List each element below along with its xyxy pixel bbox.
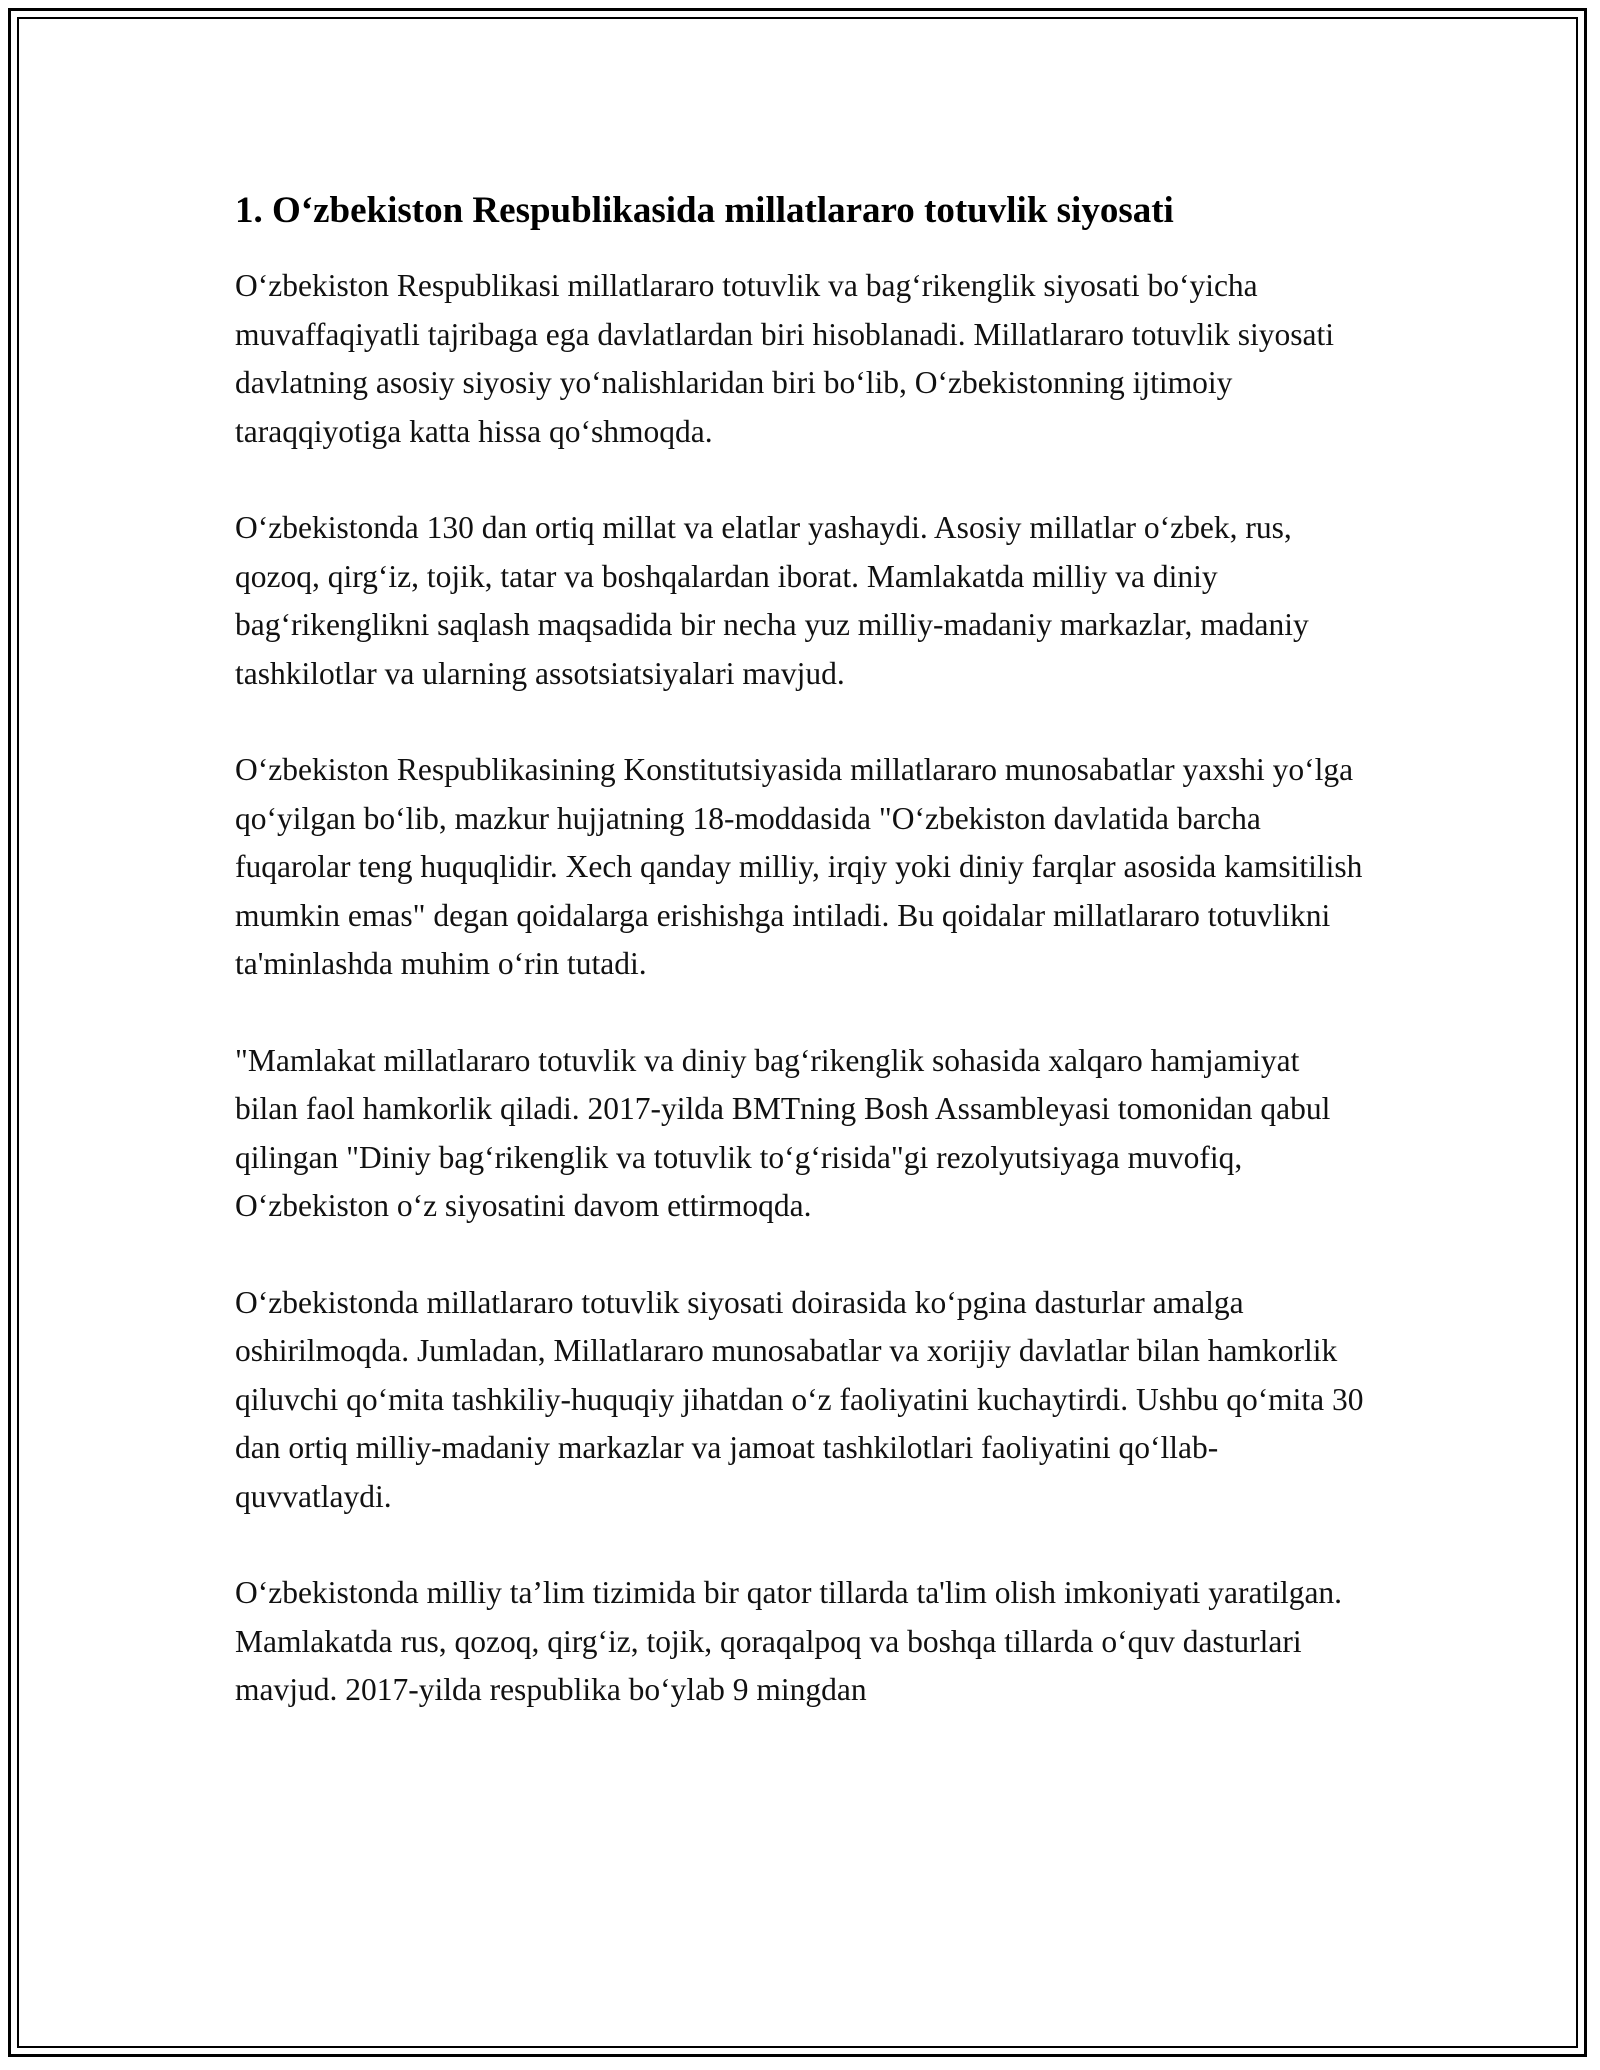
paragraph-5: O‘zbekistonda millatlararo totuvlik siyosati doirasida ko‘pgina dasturlar amalga oshirilmoqda. Jumladan, Millatlararo munosabatlar va xorijiy davlatlar bilan hamkorlik qiluvchi qo‘mita tashkiliy-huquqiy jihatdan o‘z faoliyatini kuchaytirdi. Ushbu qo‘mita 30 dan ortiq milliy-madaniy markazlar va jamoat tashkilotlari faoliyatini qo‘llab-quvvatlaydi.: [235, 1284, 1364, 1514]
section-heading: 1. O‘zbekiston Respublikasida millatlararo totuvlik siyosati: [235, 190, 1174, 231]
paragraph-2: O‘zbekistonda 130 dan ortiq millat va elatlar yashaydi. Asosiy millatlar o‘zbek, rus, qozoq, qirg‘iz, tojik, tatar va boshqalardan iborat. Mamlakatda milliy va diniy bag‘rikenglikni saqlash maqsadida bir necha yuz milliy-madaniy markazlar, madaniy tashkilotlar va ularning assotsiatsiyalari mavjud.: [235, 510, 1309, 691]
document-body: [235, 186, 1370, 1715]
paragraph-6: O‘zbekistonda milliy ta’lim tizimida bir qator tillarda ta'lim olish imkoniyati yaratilgan. Mamlakatda rus, qozoq, qirg‘iz, tojik, qoraqalpoq va boshqa tillarda o‘quv dasturlari mavjud. 2017-yilda respublika bo‘ylab 9 mingdan: [235, 1575, 1343, 1707]
paragraph-3: O‘zbekiston Respublikasining Konstitutsiyasida millatlararo munosabatlar yaxshi yo‘lga qo‘yilgan bo‘lib, mazkur hujjatning 18-moddasida "O‘zbekiston davlatida barcha fuqarolar teng huquqlidir. Xech qanday milliy, irqiy yoki diniy farqlar asosida kamsitilish mumkin emas" degan qoidalarga erishishga intiladi. Bu qoidalar millatlararo totuvlikni ta'minlashda muhim o‘rin tutadi.: [235, 752, 1363, 981]
paragraph-4: "Mamlakat millatlararo totuvlik va diniy bag‘rikenglik sohasida xalqaro hamjamiyat bilan faol hamkorlik qiladi. 2017-yilda BMTning Bosh Assambleyasi tomonidan qabul qilingan "Diniy bag‘rikenglik va totuvlik to‘g‘risida"gi rezolyutsiyaga muvofiq, O‘zbekiston o‘z siyosatini davom ettirmoqda.: [235, 1042, 1331, 1223]
paragraph-1: O‘zbekiston Respublikasi millatlararo totuvlik va bag‘rikenglik siyosati bo‘yicha muvaffaqiyatli tajribaga ega davlatlardan biri hisoblanadi. Millatlararo totuvlik siyosati davlatning asosiy siyosiy yo‘nalishlaridan biri bo‘lib, O‘zbekistonning ijtimoiy taraqqiyotiga katta hissa qo‘shmoqda.: [235, 268, 1334, 449]
